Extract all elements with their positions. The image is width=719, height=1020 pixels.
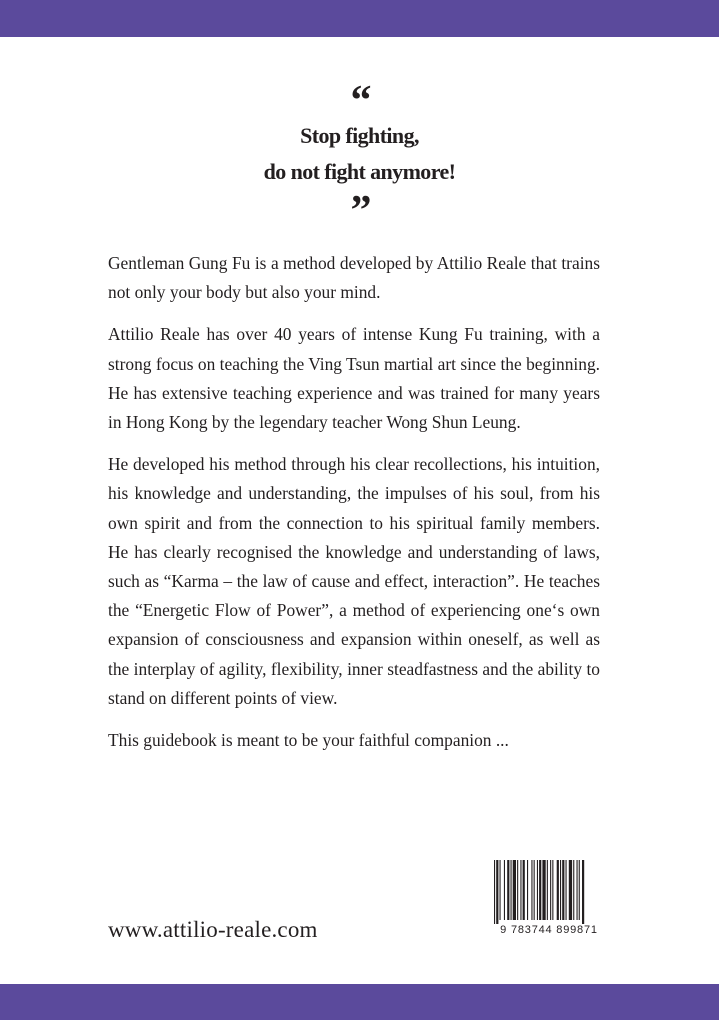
barcode-bar [573,860,574,920]
quote-line-1: Stop fighting, [300,123,419,148]
bottom-color-band [0,984,719,1020]
barcode-bar [517,860,518,920]
barcode-bar [562,860,564,920]
barcode-bar [496,860,498,924]
barcode-bar [520,860,521,920]
barcode-bar [550,860,551,920]
barcode-bar [507,860,509,920]
barcode-bar [547,860,548,920]
paragraph-experience: Attilio Reale has over 40 years of intense Kung Fu training, with a strong focus on teaching the Ving Tsun martial art since the beginning. He has extensive teaching experience and was trained for many years in Hong Kong by the legendary teacher Wong Shun Leung. [108,324,600,433]
website-url[interactable]: www.attilio-reale.com [108,917,318,942]
barcode-bar [566,860,567,920]
top-color-band [0,0,719,37]
barcode-bar [542,860,545,920]
barcode-bar [537,860,538,920]
paragraph-closing: This guidebook is meant to be your faithful companion ... [108,730,509,751]
barcode-bar [539,860,541,920]
barcode-bar [582,860,584,924]
paragraph-intro: Gentleman Gung Fu is a method developed by Attilio Reale that trains not only your body but also your mind. [108,253,600,303]
barcode-bar [523,860,525,920]
barcode-bar [579,860,580,920]
barcode-bar [513,860,516,920]
blurb-text [108,249,600,768]
barcode-digits: 9 783744 899871 [500,924,598,936]
barcode-bar [531,860,532,920]
barcode-bar [557,860,559,920]
paragraph-method: He developed his method through his clear recollections, his intuition, his knowledge and understanding, the impulses of his soul, from his own spirit and from the connection to his spiritual family members. He has clearly recognised the knowledge and understanding of laws, such as “Karma – the law of cause and effect, interaction”. He teaches the “Energetic Flow of Power”, a method of experiencing one‘s own expansion of consciousness and expansion within oneself, as well as the interplay of agility, flexibility, inner steadfastness and the ability to stand on different points of view. [108,454,600,708]
isbn-barcode [488,858,610,940]
barcode-bar [560,860,561,920]
barcode-bar [511,860,512,920]
pull-quote [0,78,719,234]
open-quote-mark: “ [350,78,369,124]
barcode-bar [527,860,528,920]
barcode-bar [504,860,505,920]
barcode-bar [552,860,553,920]
barcode-bar [577,860,578,920]
barcode-bar [534,860,535,920]
barcode-bar [500,860,501,920]
barcode-bar [569,860,572,920]
quote-line-2: do not fight anymore! [263,159,456,184]
close-quote-mark: ” [350,188,369,234]
barcode-bar [494,860,495,924]
barcode-bars [488,858,610,924]
